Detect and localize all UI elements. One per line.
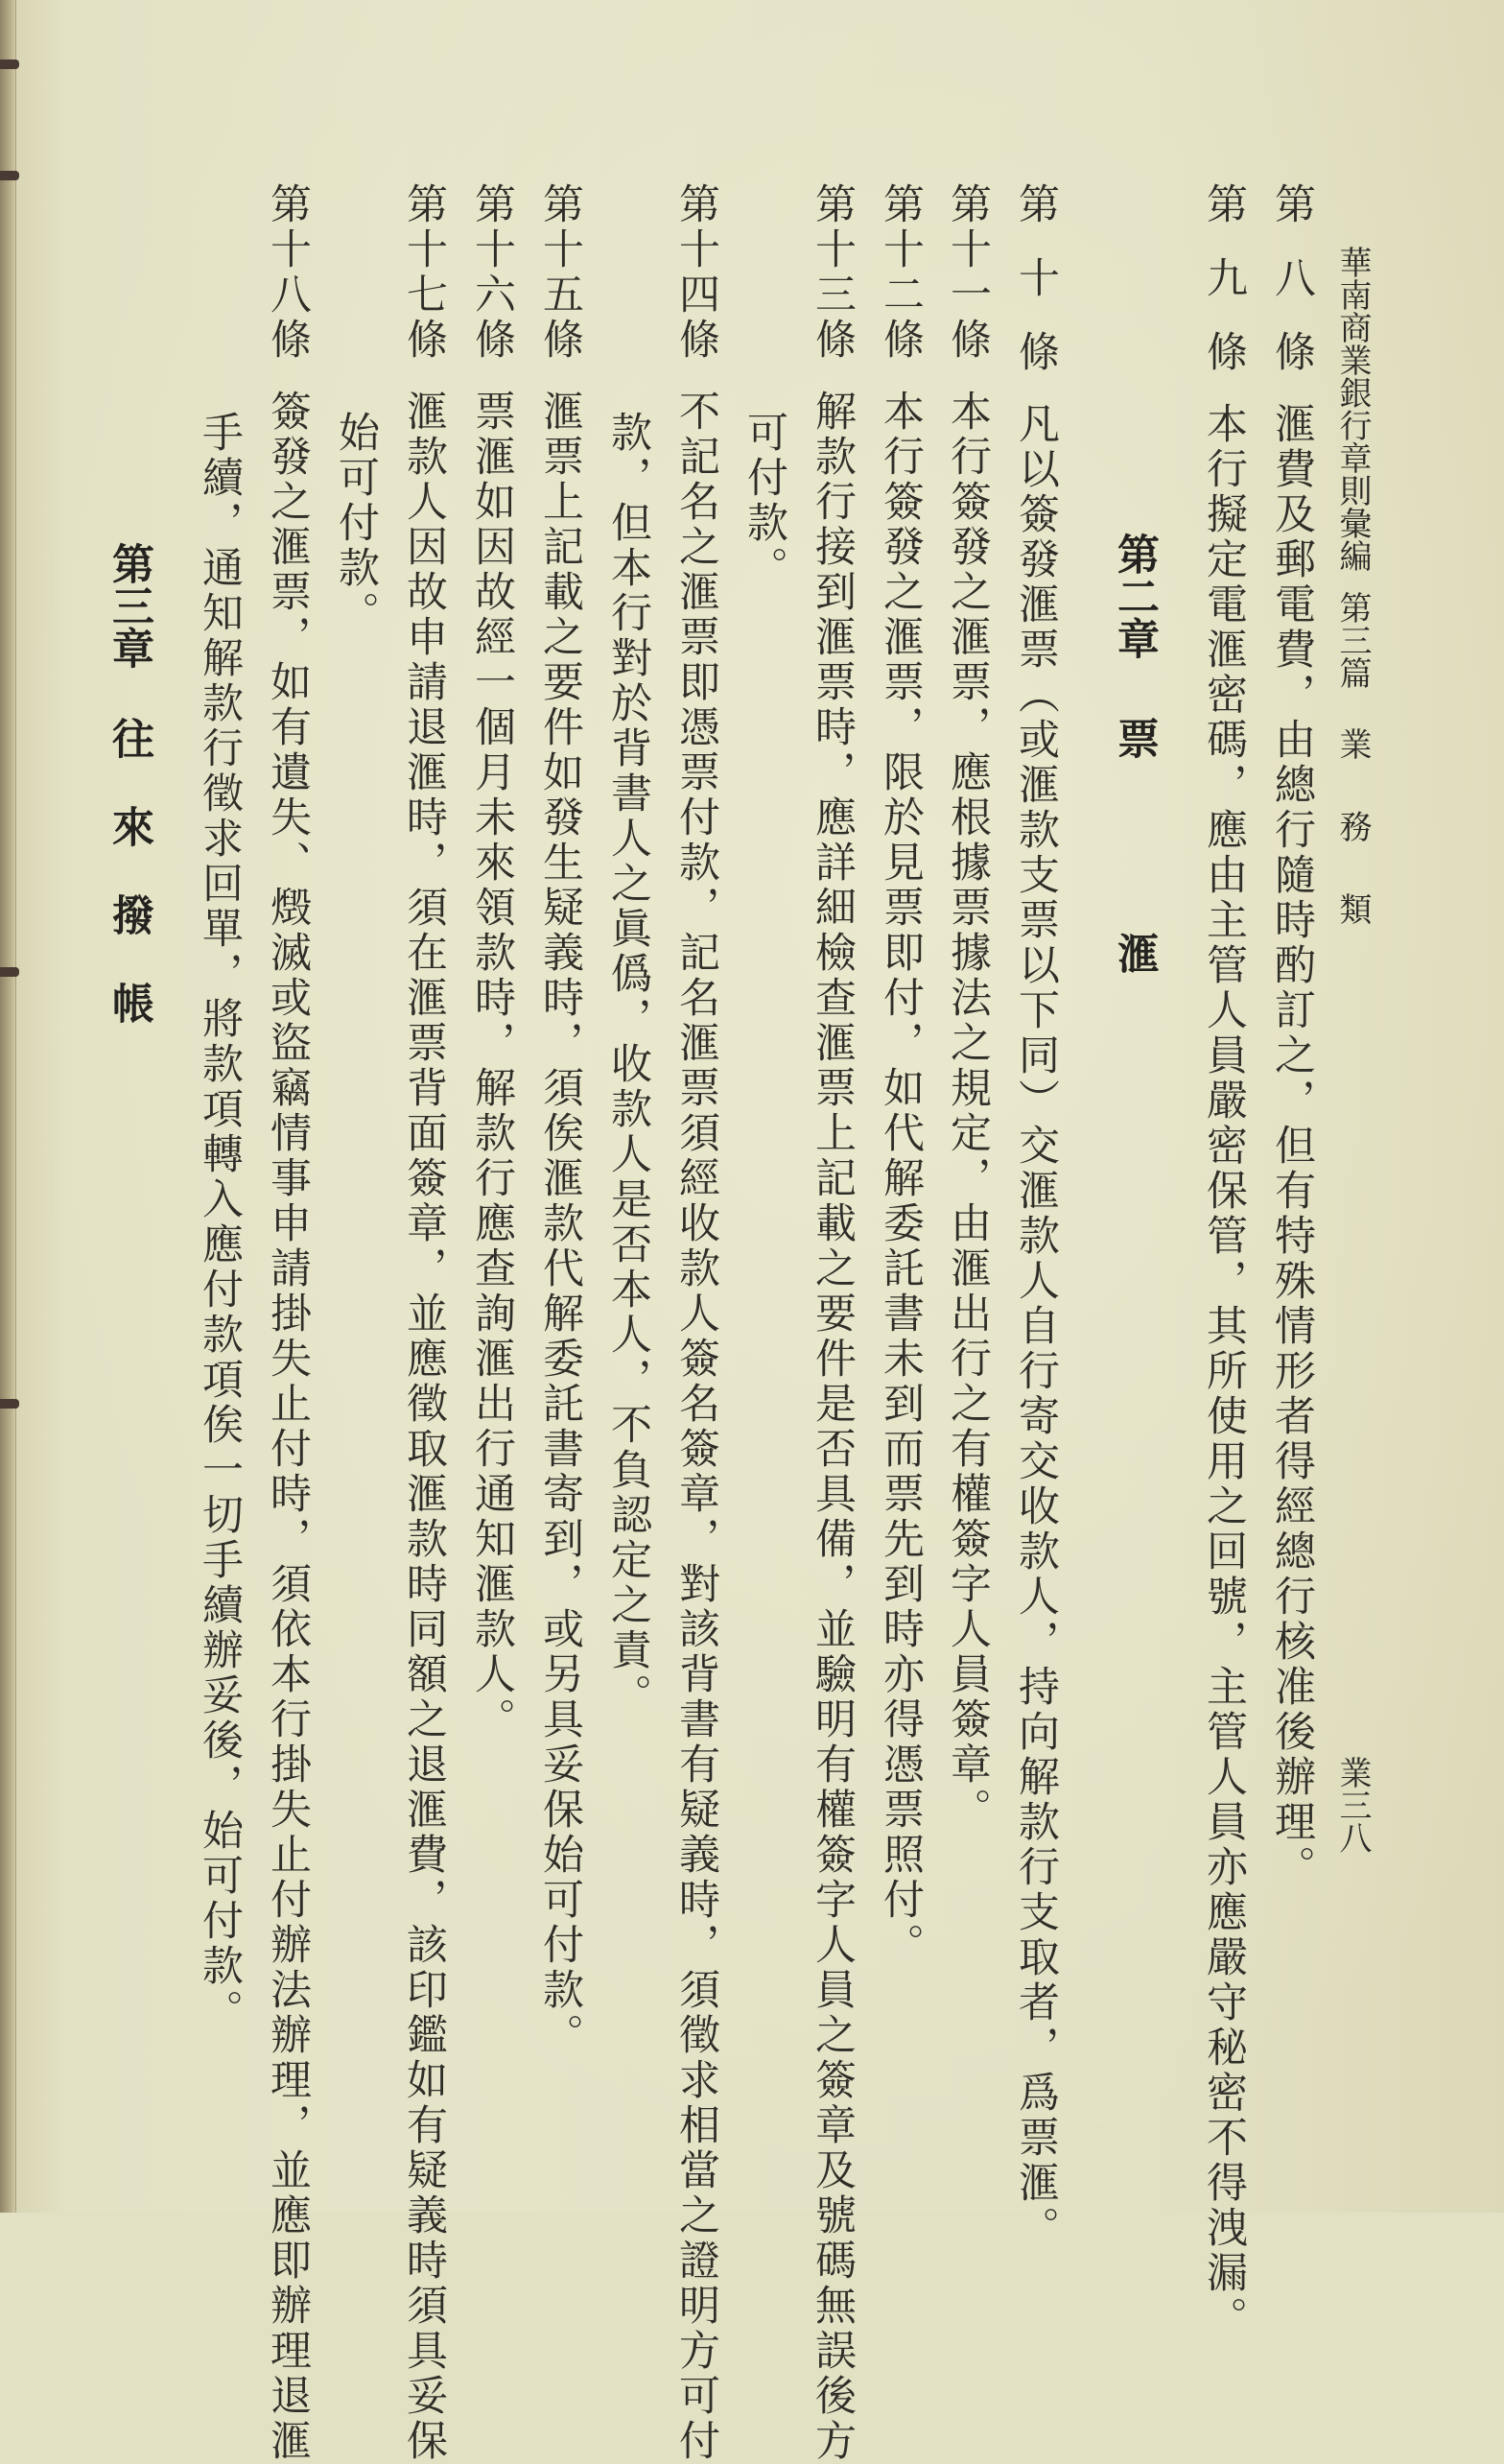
article-text: 滙票上記載之要件如發生疑義時，須俟滙款代解委託書寄到，或另具妥保始可付款。 xyxy=(536,390,584,2058)
article-number: 第十三條 xyxy=(809,182,857,363)
binding-stitch xyxy=(0,171,19,180)
article-12 xyxy=(877,182,925,1968)
book-spine xyxy=(0,0,16,2213)
article-18 xyxy=(264,182,312,2464)
article-number: 第十一條 xyxy=(944,182,992,363)
binding-stitch xyxy=(0,1399,19,1409)
article-text: 凡以簽發滙票（或滙款支票以下同）交滙款人自行寄交收款人，持向解款行支取者，爲票滙。 xyxy=(1012,402,1060,2251)
article-number: 第九條 xyxy=(1200,182,1248,375)
article-number: 第十六條 xyxy=(468,182,516,363)
article-18-continuation: 手續，通知解款行徵求回單，將款項轉入應付款項俟一切手續辦妥後，始可付款。 xyxy=(196,411,244,2034)
article-number: 第十五條 xyxy=(536,182,584,363)
article-number: 第十四條 xyxy=(672,182,720,363)
article-10 xyxy=(1012,182,1060,2251)
article-text: 簽發之滙票，如有遺失、燬滅或盜竊情事申請掛失止付時，須依本行掛失止付辦法辦理，並應即辦理退滙 xyxy=(264,390,312,2464)
article-17-continuation: 始可付款。 xyxy=(332,411,380,636)
article-text: 本行簽發之滙票，應根據票據法之規定，由滙出行之有權簽字人員簽章。 xyxy=(944,390,992,1833)
article-text: 本行簽發之滙票，限於見票即付，如代解委託書未到而票先到時亦得憑票照付。 xyxy=(877,390,925,1968)
article-14 xyxy=(672,182,720,2464)
article-number: 第十八條 xyxy=(264,182,312,363)
chapter-3-heading: 第三章往來撥帳 xyxy=(105,542,153,1024)
article-number: 第八條 xyxy=(1268,182,1316,375)
article-text: 滙費及郵電費，由總行隨時酌訂之，但有特殊情形者得經總行核准後辦理。 xyxy=(1268,402,1316,1890)
article-11 xyxy=(944,182,992,1833)
article-9 xyxy=(1200,182,1248,2341)
article-13-continuation: 可付款。 xyxy=(740,411,788,591)
part-label: 第三篇 xyxy=(1333,591,1372,689)
binding-stitch xyxy=(0,59,19,69)
article-14-continuation: 款，但本行對於背書人之眞僞，收款人是否本人，不負認定之責。 xyxy=(604,411,652,1718)
article-text: 不記名之滙票即憑票付款，記名滙票須經收款人簽名簽章，對該背書有疑義時，須徵求相當之證明方可付 xyxy=(672,390,720,2464)
article-number: 第十條 xyxy=(1012,182,1060,375)
section-char-3: 類 xyxy=(1333,892,1372,925)
chapter-2-heading: 第二章票滙 xyxy=(1110,533,1159,974)
article-17 xyxy=(400,182,448,2464)
article-text: 滙款人因故申請退滙時，須在滙票背面簽章，並應徵取滙款時同額之退滙費，該印鑑如有疑義時須具妥保 xyxy=(400,390,448,2464)
page-number: 業三八 xyxy=(1333,1756,1372,1854)
running-header xyxy=(1333,246,1372,925)
article-number: 第十七條 xyxy=(400,182,448,363)
book-title: 華南商業銀行章則彙編 xyxy=(1333,246,1372,572)
article-15 xyxy=(536,182,584,2058)
section-char-1: 業 xyxy=(1333,727,1372,760)
article-text: 解款行接到滙票時，應詳細檢查滙票上記載之要件是否具備，並驗明有權簽字人員之簽章及號碼無誤後方 xyxy=(809,390,857,2464)
article-text: 本行擬定電滙密碼，應由主管人員嚴密保管，其所使用之回號，主管人員亦應嚴守秘密不得洩漏。 xyxy=(1200,402,1248,2341)
article-text: 票滙如因故經一個月未來領款時，解款行應查詢滙出行通知滙款人。 xyxy=(468,390,516,1742)
article-16 xyxy=(468,182,516,1742)
binding-stitch xyxy=(0,967,19,977)
article-number: 第十二條 xyxy=(877,182,925,363)
section-char-2: 務 xyxy=(1333,810,1372,842)
article-8 xyxy=(1268,182,1316,1890)
article-13 xyxy=(809,182,857,2464)
